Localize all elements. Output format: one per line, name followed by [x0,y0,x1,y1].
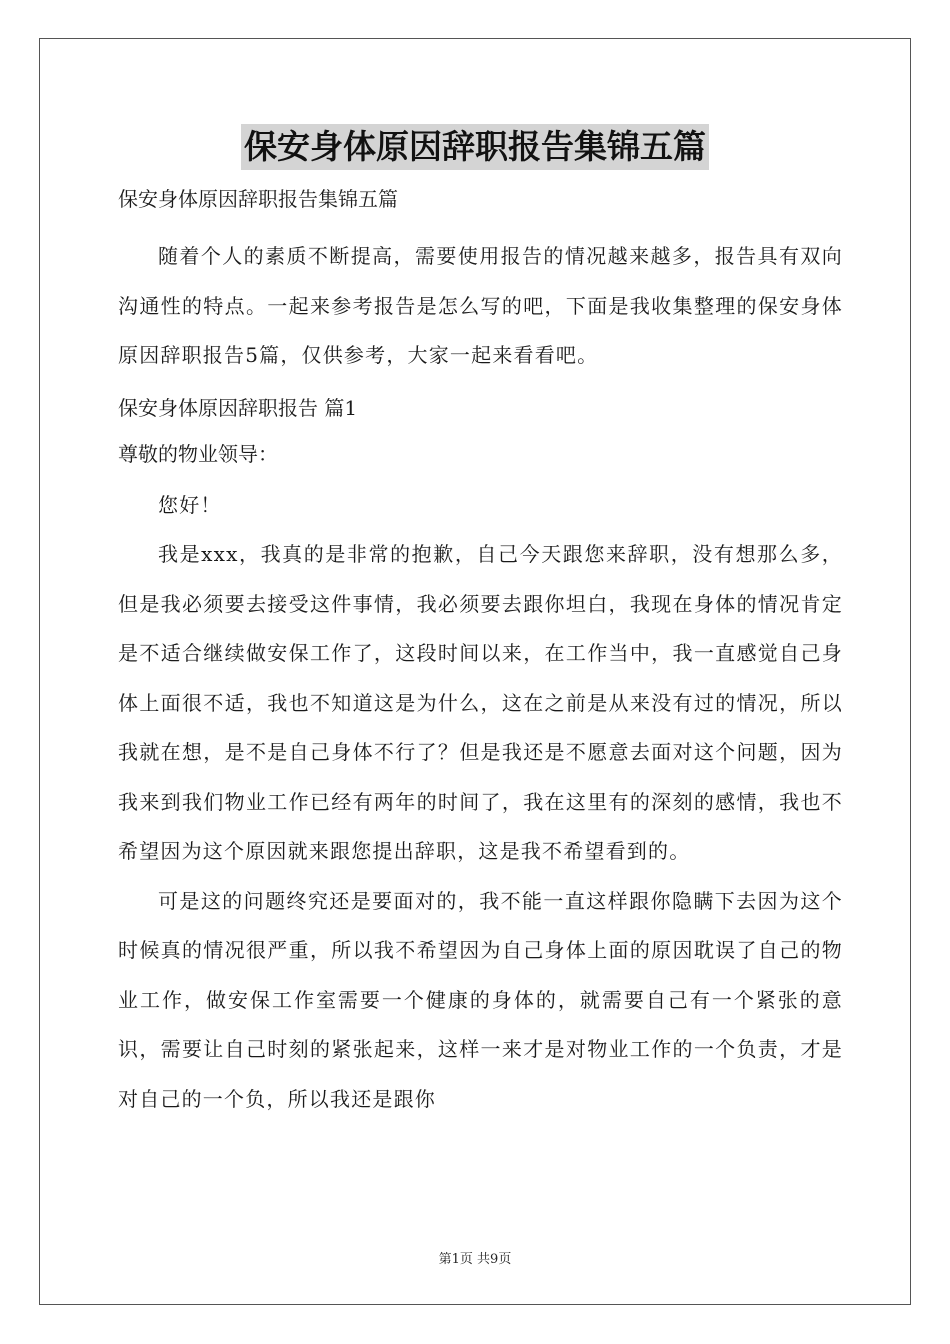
greeting: 您好！ [158,492,222,517]
section-heading: 保安身体原因辞职报告 篇1 [118,395,358,420]
body-paragraph-1: 我是xxx，我真的是非常的抱歉，自己今天跟您来辞职，没有想那么多，但是我必须要去接受这件事情，我必须要去跟你坦白，我现在身体的情况肯定是不适合继续做安保工作了，这段时间以来，在工作当中，我一直感觉自己身体上面很不适，我也不知道这是为什么，这在之前是从来没有过的情况，所以我就在想，是不是自己身体不行了？但是我还是不愿意去面对这个问题，因为我来到我们物业工作已经有两年的时间了，我在这里有的深刻的感情，我也不希望因为这个原因就来跟您提出辞职，这是我不希望看到的。 [118,542,843,863]
title-container [0,124,950,170]
document-title: 保安身体原因辞职报告集锦五篇 [241,124,709,170]
document-body [118,180,843,1124]
page-footer: 第1页 共9页 [438,1252,512,1267]
body-paragraph-2: 可是这的问题终究还是要面对的，我不能一直这样跟你隐瞒下去因为这个时候真的情况很严重，所以我不希望因为自己身体上面的原因耽误了自己的物业工作，做安保工作室需要一个健康的身体的，就需要自己有一个紧张的意识，需要让自己时刻的紧张起来，这样一来才是对物业工作的一个负责，才是对自己的一个负，所以我还是跟你 [118,888,843,1111]
intro-paragraph: 随着个人的素质不断提高，需要使用报告的情况越来越多，报告具有双向沟通性的特点。一起来参考报告是怎么写的吧，下面是我收集整理的保安身体原因辞职报告5篇，仅供参考，大家一起来看看吧。 [118,244,843,367]
document-subtitle: 保安身体原因辞职报告集锦五篇 [118,187,398,211]
salutation: 尊敬的物业领导： [118,441,278,466]
